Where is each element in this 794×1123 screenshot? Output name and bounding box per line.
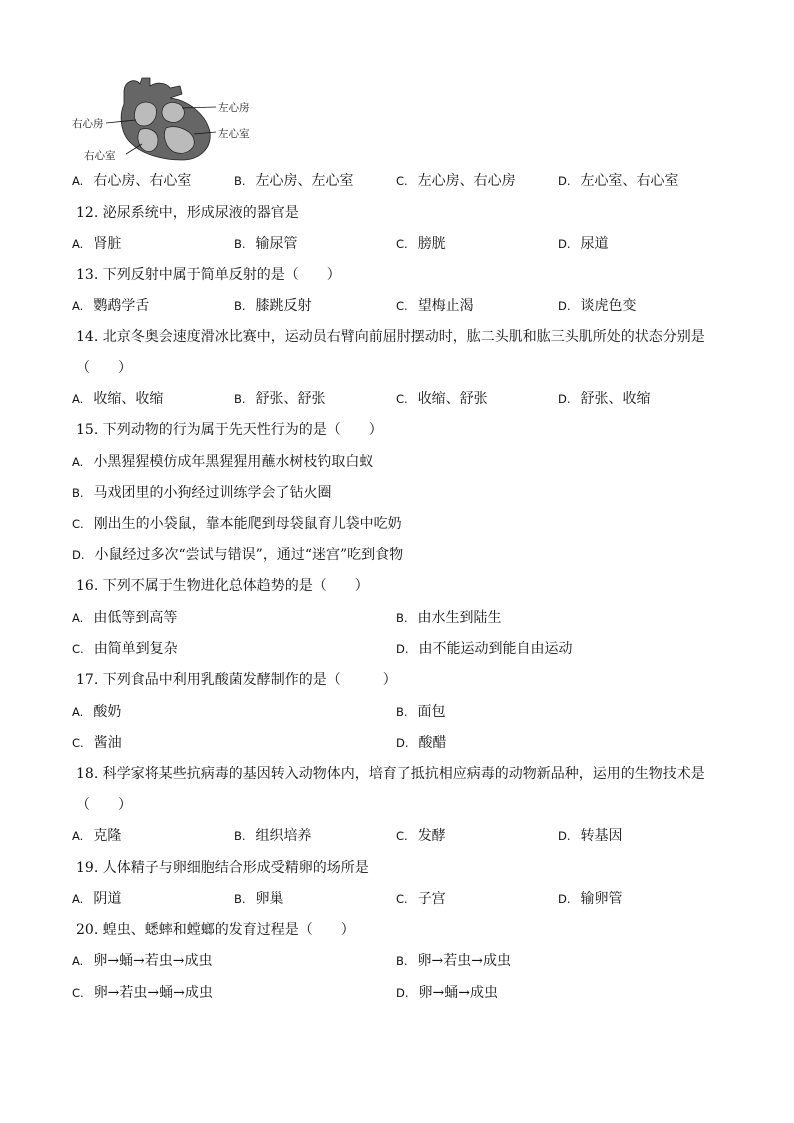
q14-stem-line (0, 327, 794, 347)
q14-options (0, 389, 794, 409)
q15-option-d-line (0, 545, 794, 565)
question-stem: 19. 人体精子与卵细胞结合形成受精卵的场所是 (76, 860, 369, 876)
question-stem: 20. 蝗虫、蟋蟀和螳螂的发育过程是（ ） (76, 922, 355, 938)
q17-options-row-1 (0, 702, 794, 722)
option-a[interactable]: A. 卵→蛹→若虫→成虫 (72, 953, 213, 969)
question-bracket: （ ） (76, 360, 132, 376)
option-c[interactable]: C. 发酵 (396, 828, 446, 844)
label-right-atrium: 右心房 (72, 118, 104, 130)
option-c[interactable]: C. 望梅止渴 (396, 298, 474, 314)
option-d[interactable]: D. 舒张、收缩 (558, 391, 651, 407)
option-d[interactable]: D. 谈虎色变 (558, 298, 637, 314)
option-b[interactable]: B. 由水生到陆生 (396, 610, 502, 626)
question-bracket: （ ） (76, 797, 132, 813)
q16-options-row-2 (0, 639, 794, 659)
option-c[interactable]: C. 膀胱 (396, 236, 446, 252)
q15-option-b-line (0, 483, 794, 503)
option-c[interactable]: C. 子宫 (396, 891, 446, 907)
question-stem: 13. 下列反射中属于简单反射的是（ ） (76, 267, 341, 283)
q20-stem-line (0, 920, 794, 940)
option-a[interactable]: A. 克隆 (72, 828, 122, 844)
q12-stem-line (0, 203, 794, 223)
label-right-ventricle: 右心室 (84, 150, 116, 162)
option-c[interactable]: C. 由简单到复杂 (72, 641, 178, 657)
option-d[interactable]: D. 由不能运动到能自由运动 (396, 641, 573, 657)
q17-stem-line (0, 670, 794, 690)
heart-diagram (66, 74, 266, 166)
option-b[interactable]: B. 舒张、舒张 (234, 391, 326, 407)
q18-options (0, 826, 794, 846)
option-a[interactable]: A. 由低等到高等 (72, 610, 178, 626)
q19-stem-line (0, 858, 794, 878)
option-c[interactable]: C. 收缩、舒张 (396, 391, 488, 407)
option-d[interactable]: D. 输卵管 (558, 891, 623, 907)
option-d[interactable]: D. 卵→蛹→成虫 (396, 985, 498, 1001)
question-stem: 16. 下列不属于生物进化总体趋势的是（ ） (76, 578, 369, 594)
option-b[interactable]: B. 左心房、左心室 (234, 173, 354, 189)
option-a[interactable]: A. 阴道 (72, 891, 122, 907)
label-left-ventricle: 左心室 (218, 128, 250, 140)
option-a[interactable]: A. 收缩、收缩 (72, 391, 164, 407)
q18-stem-line (0, 764, 794, 784)
q16-stem-line (0, 576, 794, 596)
q11-options (0, 171, 794, 191)
question-stem: 18. 科学家将某些抗病毒的基因转入动物体内，培育了抵抗相应病毒的动物新品种，运用的生物技术是 (76, 766, 705, 782)
question-stem: 15. 下列动物的行为属于先天性行为的是（ ） (76, 422, 383, 438)
option-b[interactable]: B. 卵巢 (234, 891, 284, 907)
option-c[interactable]: C. 卵→若虫→蛹→成虫 (72, 985, 213, 1001)
option-a[interactable]: A. 右心房、右心室 (72, 173, 192, 189)
option-a[interactable]: A. 小黑猩猩模仿成年黑猩猩用蘸水树枝钓取白蚁 (72, 454, 374, 470)
q14-stem-line-2 (0, 358, 794, 378)
q20-options-row-1 (0, 951, 794, 971)
q12-options (0, 234, 794, 254)
question-stem: 14. 北京冬奥会速度滑冰比赛中，运动员右臂向前屈肘摆动时，肱二头肌和肱三头肌所处的状态分别是 (76, 329, 705, 345)
q17-options-row-2 (0, 733, 794, 753)
option-b[interactable]: B. 卵→若虫→成虫 (396, 953, 512, 969)
q13-stem-line (0, 265, 794, 285)
option-c[interactable]: C. 酱油 (72, 735, 122, 751)
option-a[interactable]: A. 酸奶 (72, 704, 122, 720)
option-d[interactable]: D. 左心室、右心室 (558, 173, 679, 189)
option-b[interactable]: B. 膝跳反射 (234, 298, 312, 314)
option-c[interactable]: C. 刚出生的小袋鼠，靠本能爬到母袋鼠育儿袋中吃奶 (72, 516, 402, 532)
option-a[interactable]: A. 鹦鹉学舌 (72, 298, 150, 314)
question-stem: 17. 下列食品中利用乳酸菌发酵制作的是（ ） (76, 672, 397, 688)
q15-option-a-line (0, 452, 794, 472)
q16-options-row-1 (0, 608, 794, 628)
option-a[interactable]: A. 肾脏 (72, 236, 122, 252)
q18-stem-line-2 (0, 795, 794, 815)
q15-option-c-line (0, 514, 794, 534)
option-c[interactable]: C. 左心房、右心房 (396, 173, 516, 189)
q20-options-row-2 (0, 983, 794, 1003)
option-b[interactable]: B. 组织培养 (234, 828, 312, 844)
option-d[interactable]: D. 小鼠经过多次“尝试与错误”，通过“迷宫”吃到食物 (72, 547, 404, 563)
label-left-atrium: 左心房 (218, 102, 250, 114)
option-b[interactable]: B. 面包 (396, 704, 446, 720)
option-b[interactable]: B. 马戏团里的小狗经过训练学会了钻火圈 (72, 485, 332, 501)
q15-stem-line (0, 420, 794, 440)
q19-options (0, 889, 794, 909)
option-b[interactable]: B. 输尿管 (234, 236, 298, 252)
option-d[interactable]: D. 尿道 (558, 236, 609, 252)
q13-options (0, 296, 794, 316)
option-d[interactable]: D. 酸醋 (396, 735, 447, 751)
option-d[interactable]: D. 转基因 (558, 828, 623, 844)
question-stem: 12. 泌尿系统中，形成尿液的器官是 (76, 205, 299, 221)
